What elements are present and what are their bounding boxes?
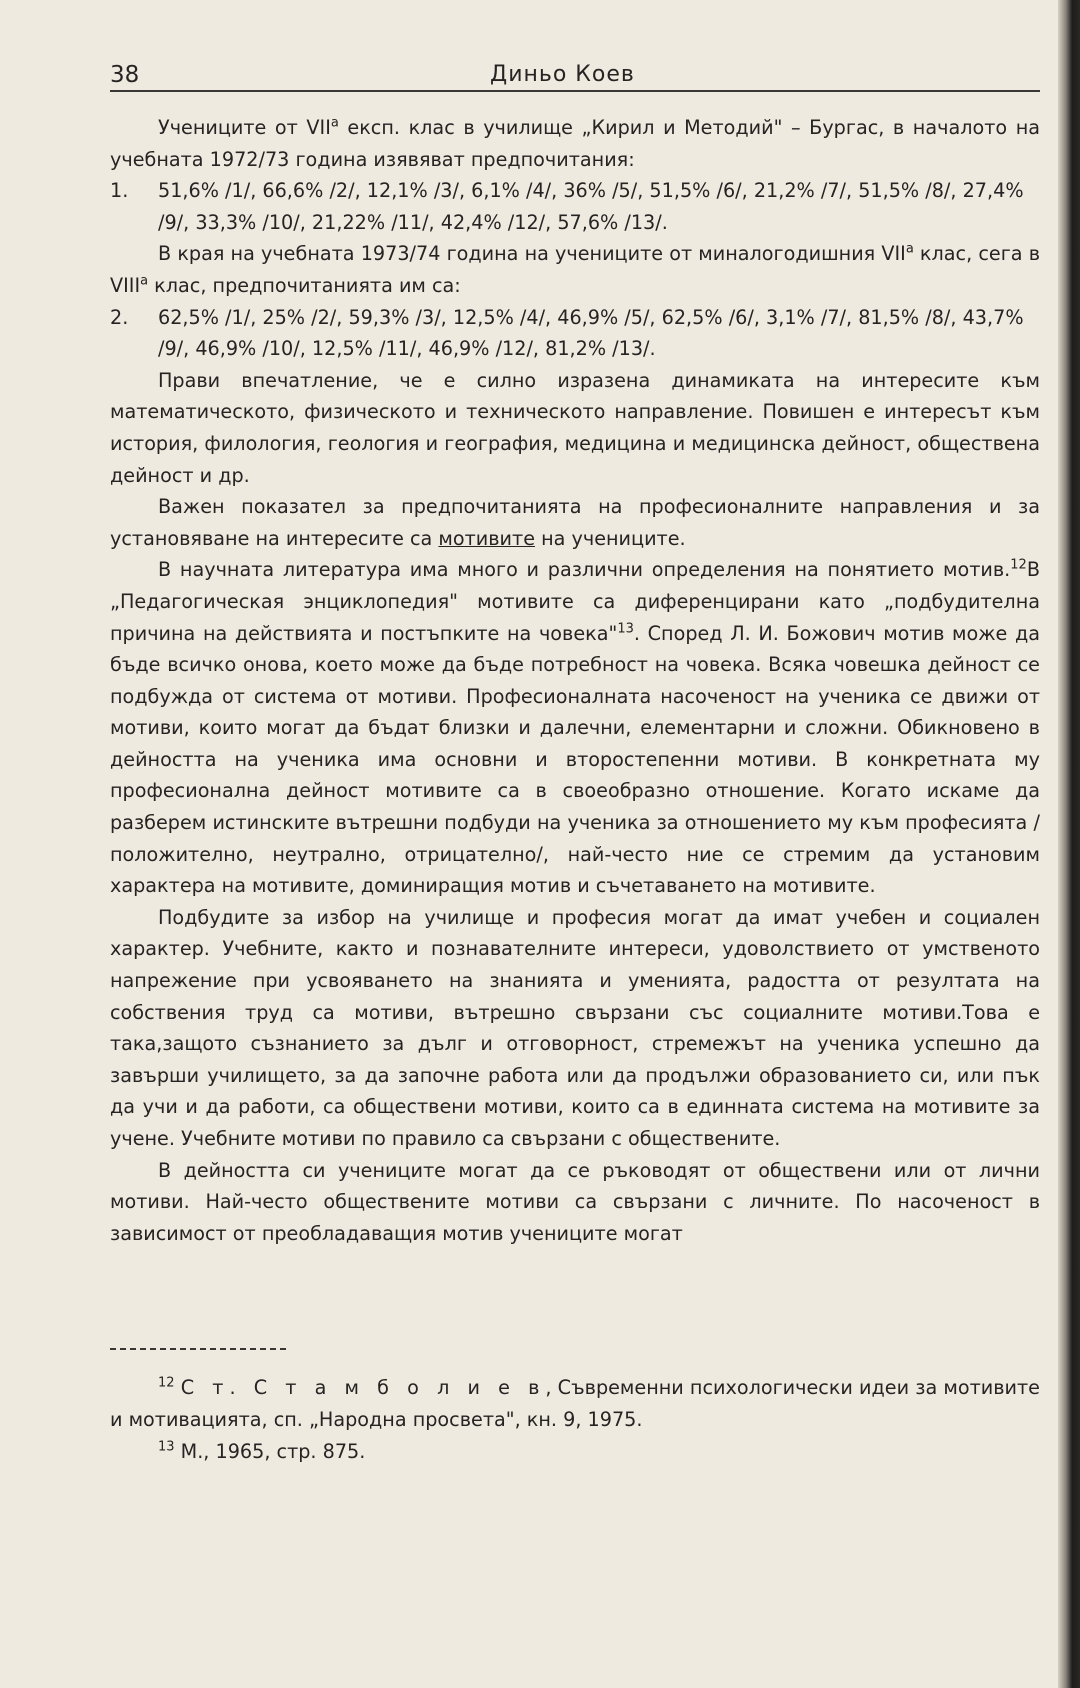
page-header: [110, 58, 1040, 92]
list-item-1: [110, 175, 1040, 238]
running-head-author: Диньо Коев: [490, 62, 635, 87]
footnote-author: С т. С т а м б о л и е в: [180, 1376, 546, 1399]
footnotes: [110, 1372, 1040, 1468]
footnote-13: $^{13}$ М., 1965, стр. 875.: [158, 1439, 366, 1463]
paragraph-3: Прави впечатление, че е силно изразена динамиката на интересите към математическото, физическото и техническото направление. Повишен е интересът към история, филология, геология и география, медицина и медицинска дейност, обществена дейност и др.: [110, 368, 1040, 487]
list-item-2: [110, 302, 1040, 365]
page-edge-shadow: [1058, 0, 1080, 1688]
footnote-ref-12: 12: [1010, 557, 1027, 573]
footnote-12: $^{12}$ С т. С т а м б о л и е в, Съвременни психологически идеи за мотивите и мотивацията, сп. „Народна просвета", кн. 9, 1975.: [110, 1375, 1040, 1431]
paragraph-6: Подбудите за избор на училище и професия могат да имат учебен и социален характер. Учебните, както и познавателните интереси, удоволствието от умственото напрежение при усвояването на знанията и уменията, радостта от резултата на собствения труд са мотиви, вътрешно свързани със социалните мотиви.Това е така,защото съзнанието за дълг и отговорност, стремежът на ученика успешно да завърши училището, за да започне работа или да продължи образованието си, или пък да учи и да работи, са обществени мотиви, които са в единната система на мотивите за учене. Учебните мотиви по правило са свързани с обществените.: [110, 905, 1040, 1150]
paragraph-7: В дейността си учениците могат да се ръководят от обществени или от лични мотиви. Най-често обществените мотиви са свързани с личните. По насоченост в зависимост от преобладаващия мотив учениците могат: [110, 1158, 1040, 1245]
list-number: 2.: [110, 305, 129, 329]
page-number: 38: [110, 62, 140, 88]
main-text: [110, 112, 1040, 1249]
paragraph-5: В научната литература има много и различни определения на понятието мотив.$^{12}$В „Педагогическая энциклопедия" мотивите са диференцирани като „подбудителна причина на действията и постъпките на човека"$^{13}$. Според Л. И. Божович мотив може да бъде всичко онова, което може да бъде потребност на човека. Всяка човешка дейност се подбужда от система от мотиви. Професионалната насоченост на ученика се движи от мотиви, които могат да бъдат близки и далечни, елементарни и сложни. Обикновено в дейността на ученика има основни и второстепенни мотиви. В конкретната му професионална дейност мотивите са в своеобразно отношение. Когато искаме да разберем истинските вътрешни подбуди на ученика за отношението му към професията /положително, неутрално, отрицателно/, най-често ние се стремим да установим характера на мотивите, доминиращия мотив и съчетаването на мотивите.: [110, 557, 1041, 898]
footnote-separator: [110, 1348, 286, 1350]
list-text: 51,6% /1/, 66,6% /2/, 12,1% /3/, 6,1% /4/, 36% /5/, 51,5% /6/, 21,2% /7/, 51,5% /8/, 27,4% /9/, 33,3% /10/, 21,22% /11/, 42,4% /12/, 57,6% /13/.: [158, 179, 1024, 234]
header-rule: [110, 90, 1040, 92]
list-number: 1.: [110, 179, 129, 203]
underlined-word: мотивите: [438, 526, 536, 550]
list-text: 62,5% /1/, 25% /2/, 59,3% /3/, 12,5% /4/, 46,9% /5/, 62,5% /6/, 3,1% /7/, 81,5% /8/, 43,7% /9/, 46,9% /10/, 12,5% /11/, 46,9% /12/, 81,2% /13/.: [158, 305, 1024, 361]
paragraph-4: Важен показател за предпочитанията на професионалните направления и за установяване на интересите са мотивите на учениците.: [110, 495, 1040, 550]
paragraph-1: Учениците от $VII^а$ експ. клас в училище „Кирил и Методий" – Бургас, в началото на учебната 1972/73 година изявяват предпочитания:: [110, 115, 1040, 171]
paragraph-2: В края на учебната 1973/74 година на учениците от миналогодишния $VII^а$ клас, сега в $VIII^а$ клас, предпочитанията им са:: [110, 241, 1040, 297]
footnote-ref-13: 13: [617, 621, 634, 637]
